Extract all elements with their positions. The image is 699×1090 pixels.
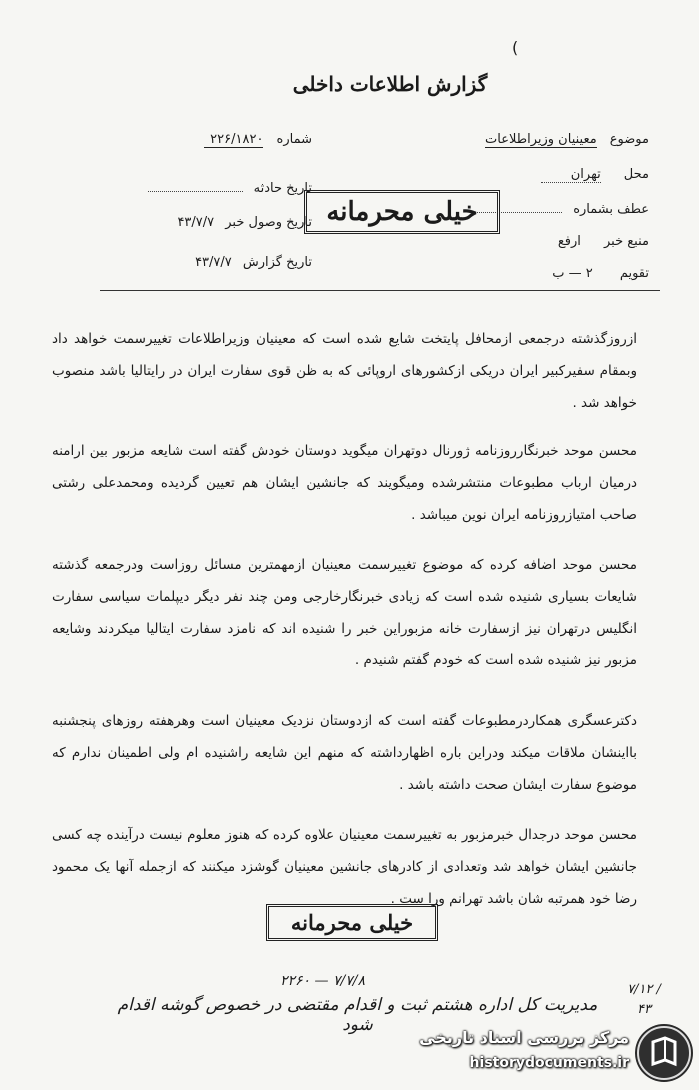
- field-subject: [419, 128, 649, 147]
- subject-value: معینیان وزیراطلاعات: [485, 132, 597, 147]
- paragraph-4: دکترعسگری همکاردرمطبوعات گفته است که ازدوستان نزدیک معینیان است وهرهفته روزهای پنجشنبه بااینشان ملاقات میکند ودراین باره اظهارداشته که منهم این شایعه راشنیده ام ولی اطمینان ندارم که موضوع سفارت ایشان صحت داشته باشد .: [52, 713, 637, 793]
- incident-date-label: تاریخ حادثه: [253, 181, 312, 196]
- place-value: تهران: [541, 167, 601, 183]
- field-number: [112, 128, 312, 147]
- incident-date-value: [148, 191, 243, 192]
- received-date-label: تاریخ وصول خبر: [225, 215, 312, 230]
- paragraph-2: محسن موحد خبرنگارروزنامه ژورنال دوتهران میگوید دوستان خودش گفته است شایعه مزبور بین ارامنه درمیان ارباب مطبوعات منتشرشده ومیگویند که جانشین ایشان هم تعیین گردیده ومحمدعلی رشتی صاحب امتیازروزنامه ایران نوین میباشد .: [52, 443, 637, 523]
- handwritten-note: مدیریت کل اداره هشتم ثبت و اقدام مقتضی در خصوص گوشه اقدام شود: [117, 995, 598, 1035]
- field-calendar: [419, 262, 649, 281]
- field-incident-date: [112, 177, 312, 196]
- paragraph-1: ازروزگذشته درجمعی ازمحافل پایتخت شایع شده است که معینیان وزیراطلاعات تغییرسمت خواهد داد وبمقام سفیرکبیر ایران دریکی ازکشورهای اروپائی که به ظن قوی سفارت ایران در رایتالیا باشد منصوب خواهد شد .: [52, 331, 637, 411]
- source-value: ارفع: [557, 234, 581, 249]
- calendar-label: تقویم: [619, 266, 649, 281]
- header-separator: [100, 290, 660, 291]
- number-label: شماره: [276, 132, 312, 147]
- margin-signature: ۷/۱۲ / ۴۳: [627, 982, 661, 1017]
- paragraph-5: محسن موحد درجدال خبرمزبور به تغییرسمت معینیان علاوه کرده که هنوز معلوم نیست درآینده چه کسی جانشین ایشان خواهد شد وتعدادی از کادرهای جانشین معینیان گوشزد میکنند که ازجمله آنها یک محمود رضا خود همرتبه شان باشد تهرانم ورا ست .: [52, 827, 637, 907]
- report-title: گزارش اطلاعات داخلی: [292, 72, 488, 96]
- report-date-value: ۴۳/۷/۷: [195, 255, 232, 270]
- field-received-date: [112, 211, 312, 230]
- place-label: محل: [623, 167, 649, 182]
- corner-mark: (: [512, 38, 519, 57]
- logo-website-text: historydocuments.ir: [469, 1055, 629, 1071]
- field-place: [419, 163, 649, 182]
- handwritten-number: ۲۲۶۰ — ۷/۷/۸: [280, 973, 365, 989]
- source-label: منبع خبر: [604, 234, 649, 249]
- reference-label: عطف بشماره: [573, 202, 649, 217]
- watermark-logo: [412, 1024, 697, 1086]
- number-value: ۲۲۶/۱۸۲۰: [204, 132, 263, 148]
- logo-persian-text: مرکز بررسی اسناد تاریخی: [419, 1028, 629, 1047]
- bottom-classification-stamp: خیلی محرمانه: [266, 904, 438, 941]
- paragraph-3: محسن موحد اضافه کرده که موضوع تغییرسمت معینیان ازمهمترین مسائل روزاست ودرجمعه گذشته شایعات بسیاری شنیده شده است که زیادی خبرنگارخارجی ومن چند نفر دیگر دیپلمات سیاسی سفارت انگلیس درتهران نیز ازسفارت خانه مزبوراین خبر را شنیده اند که نامزد سفارت ایتالیا میکردند وشایعه مزبور نیز شنیده شده است که خودم گفتم شنیدم .: [52, 557, 637, 669]
- subject-label: موضوع: [609, 132, 649, 147]
- classification-stamp: خیلی محرمانه: [304, 190, 500, 234]
- received-date-value: ۴۳/۷/۷: [177, 215, 215, 230]
- calendar-value: ۲ — ب: [552, 266, 593, 281]
- logo-emblem-icon: [635, 1024, 693, 1082]
- report-date-label: تاریخ گزارش: [242, 255, 312, 270]
- field-report-date: [112, 251, 312, 270]
